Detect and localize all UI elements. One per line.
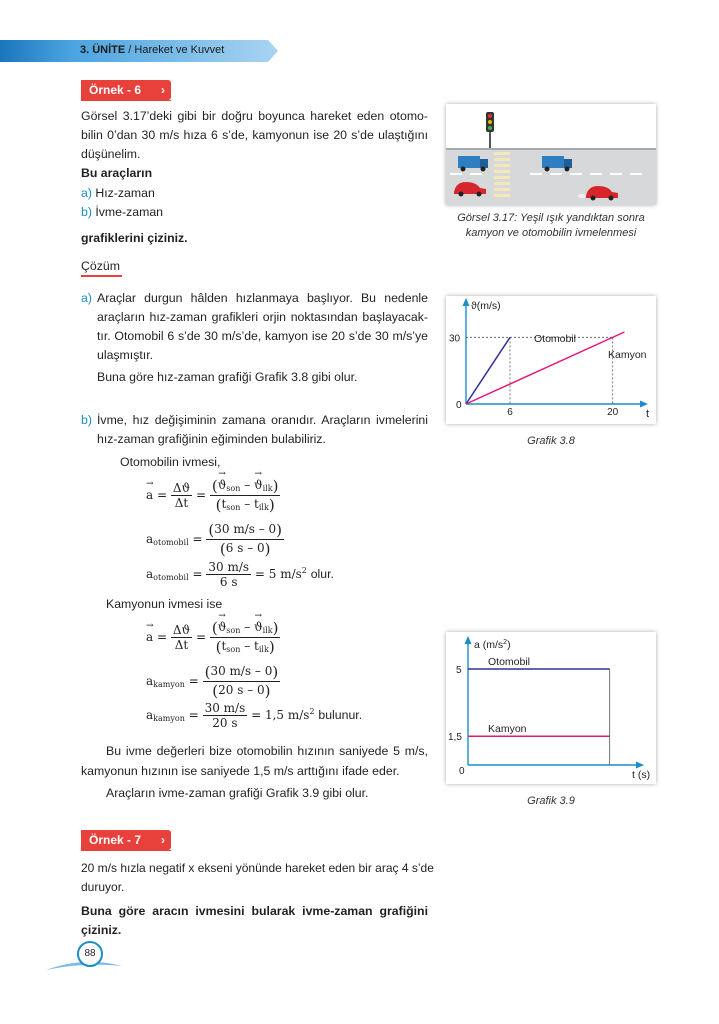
graph-3-9 — [446, 632, 656, 784]
origin-label: 0 — [456, 400, 462, 411]
part-a-letter: a) — [81, 291, 92, 305]
part-a-line-3: tır. Otomobil 6 s’de 30 m/s’de, kamyon ise 20 s’de 30 m/s’ye — [97, 329, 428, 343]
accel-formula-1: → a = $\frac{\Delta ϑ}{\Delta t}$ = $\frac{(\to ϑ_{son} - \to ϑ_{ilk})}{(t_{son} - t_{ilk})}$ — [146, 477, 280, 514]
example-6-badge: Örnek - 6 › — [81, 80, 171, 100]
figure-3-17-frame — [446, 104, 656, 205]
y-axis-label: ϑ(m/s) — [471, 300, 501, 312]
example-7-line-1: 20 m/s hızla negatif x ekseni yönünde hareket eden bir araç 4 s’de — [81, 861, 434, 875]
solution-underline — [81, 275, 122, 277]
x-axis-arrow — [640, 401, 648, 408]
part-b-line-2: hız-zaman grafiğinin eğiminden bulabiliriz. — [97, 432, 326, 446]
example-6-line-3: düşünelim. — [81, 147, 141, 161]
example-7-line-2: duruyor. — [81, 880, 125, 894]
x-axis-label: t (s) — [632, 769, 651, 781]
car-accel-step-1: $a_{otomobil}$ = $\frac{(30 m/s - 0)}{(6 s - 0)}$ — [146, 521, 283, 558]
accel-formula-2: → a = $\frac{\Delta ϑ}{\Delta t}$ = $\frac{(\to ϑ_{son} - \to ϑ_{ilk})}{(t_{son} - t_{ilk})}$ — [146, 619, 280, 656]
option-b: b) İvme-zaman — [81, 205, 164, 219]
x-tick-20: 20 — [607, 407, 619, 418]
page-number: 88 — [77, 941, 103, 967]
car-accel-step-2: $a_{otomobil}$ = $\frac{30 m/s}{6 s}$ = 5 $m/s^2$ olur. — [146, 560, 334, 589]
y-axis-arrow — [465, 636, 472, 644]
y-tick-1-5: 1,5 — [448, 732, 462, 744]
y-tick-5: 5 — [456, 664, 462, 676]
truck-accel-step-2: $a_{kamyon}$ = $\frac{30 m/s}{20 s}$ = 1,5 $m/s^2$ bulunur. — [146, 701, 363, 730]
label-kamyon: Kamyon — [488, 723, 527, 736]
truck-accel-step-1: $a_{kamyon}$ = $\frac{(30 m/s - 0)}{(20 s - 0)}$ — [146, 663, 279, 700]
example-6-underline — [81, 100, 171, 101]
part-a-conclusion: Buna göre hız-zaman grafiği Grafik 3.8 gibi olur. — [97, 370, 358, 384]
part-b-line-1: İvme, hız değişiminin zamana oranıdır. Araçların ivmelerini — [97, 413, 428, 427]
graph-3-8-caption: Grafik 3.8 — [527, 435, 575, 447]
summary-end: Araçların ivme-zaman grafiği Grafik 3.9 gibi olur. — [106, 786, 369, 800]
summary-line-2: kamyonun hızının ise saniyede 1,5 m/s arttığını ifade eder. — [81, 764, 400, 778]
chevron-right-icon: › — [161, 83, 165, 97]
y-tick-30: 30 — [449, 333, 461, 345]
graph-3-8 — [446, 296, 656, 424]
graph-3-9-frame — [446, 632, 656, 784]
part-a-line-2: araçların hız-zaman grafikleri orjin noktasından başlayacak- — [97, 310, 428, 324]
example-7-question-2: çiziniz. — [81, 923, 122, 937]
graph-3-8-frame — [446, 296, 656, 424]
label-otomobil: Otomobil — [488, 655, 531, 668]
chevron-right-icon: › — [161, 833, 165, 847]
example-7-question-1: Buna göre aracın ivmesini bularak ivme-zaman grafiğini — [81, 904, 428, 918]
figure-3-17-caption: Görsel 3.17: Yeşil ışık yandıktan sonra kamyon ve otomobilin ivmelenmesi — [457, 212, 645, 239]
example-7-badge: Örnek - 7 › — [81, 830, 171, 850]
part-a-line-4: ulaşmıştır. — [97, 348, 154, 362]
summary-line-1: Bu ivme değerleri bize otomobilin hızının saniyede 5 m/s, — [106, 744, 428, 758]
example-6-line-2: bilin 0’dan 30 m/s hıza 6 s’de, kamyonun ise 20 s’de ulaştığını — [81, 128, 428, 142]
x-axis-label: t — [646, 408, 650, 420]
example-7-underline — [81, 850, 171, 851]
traffic-illustration — [446, 104, 656, 205]
graph-3-9-caption: Grafik 3.9 — [527, 795, 575, 807]
option-a: a) Hız-zaman — [81, 186, 155, 200]
question-lead: Bu araçların — [81, 166, 153, 180]
question-end: grafiklerini çiziniz. — [81, 231, 188, 245]
example-6-line-1: Görsel 3.17’deki gibi bir doğru boyunca hareket eden otomo- — [81, 109, 428, 123]
car-accel-heading: Otomobilin ivmesi, — [120, 455, 221, 469]
truck-accel-heading: Kamyonun ivmesi ise — [106, 597, 223, 611]
part-b-letter: b) — [81, 413, 92, 427]
y-axis-label: a $(m/s^2)$ — [474, 639, 511, 651]
x-axis-arrow — [636, 762, 644, 769]
label-kamyon: Kamyon — [608, 349, 647, 361]
part-a-line-1: Araçlar durgun hâlden hızlanmaya başlıyor. Bu nedenle — [97, 291, 428, 305]
origin-label: 0 — [459, 766, 465, 777]
label-otomobil: Otomobil — [534, 333, 577, 345]
solution-heading: Çözüm — [81, 259, 120, 273]
unit-title: 3. ÜNİTE / Hareket ve Kuvvet — [80, 44, 225, 56]
y-axis-arrow — [463, 298, 470, 306]
x-tick-6: 6 — [507, 407, 513, 418]
